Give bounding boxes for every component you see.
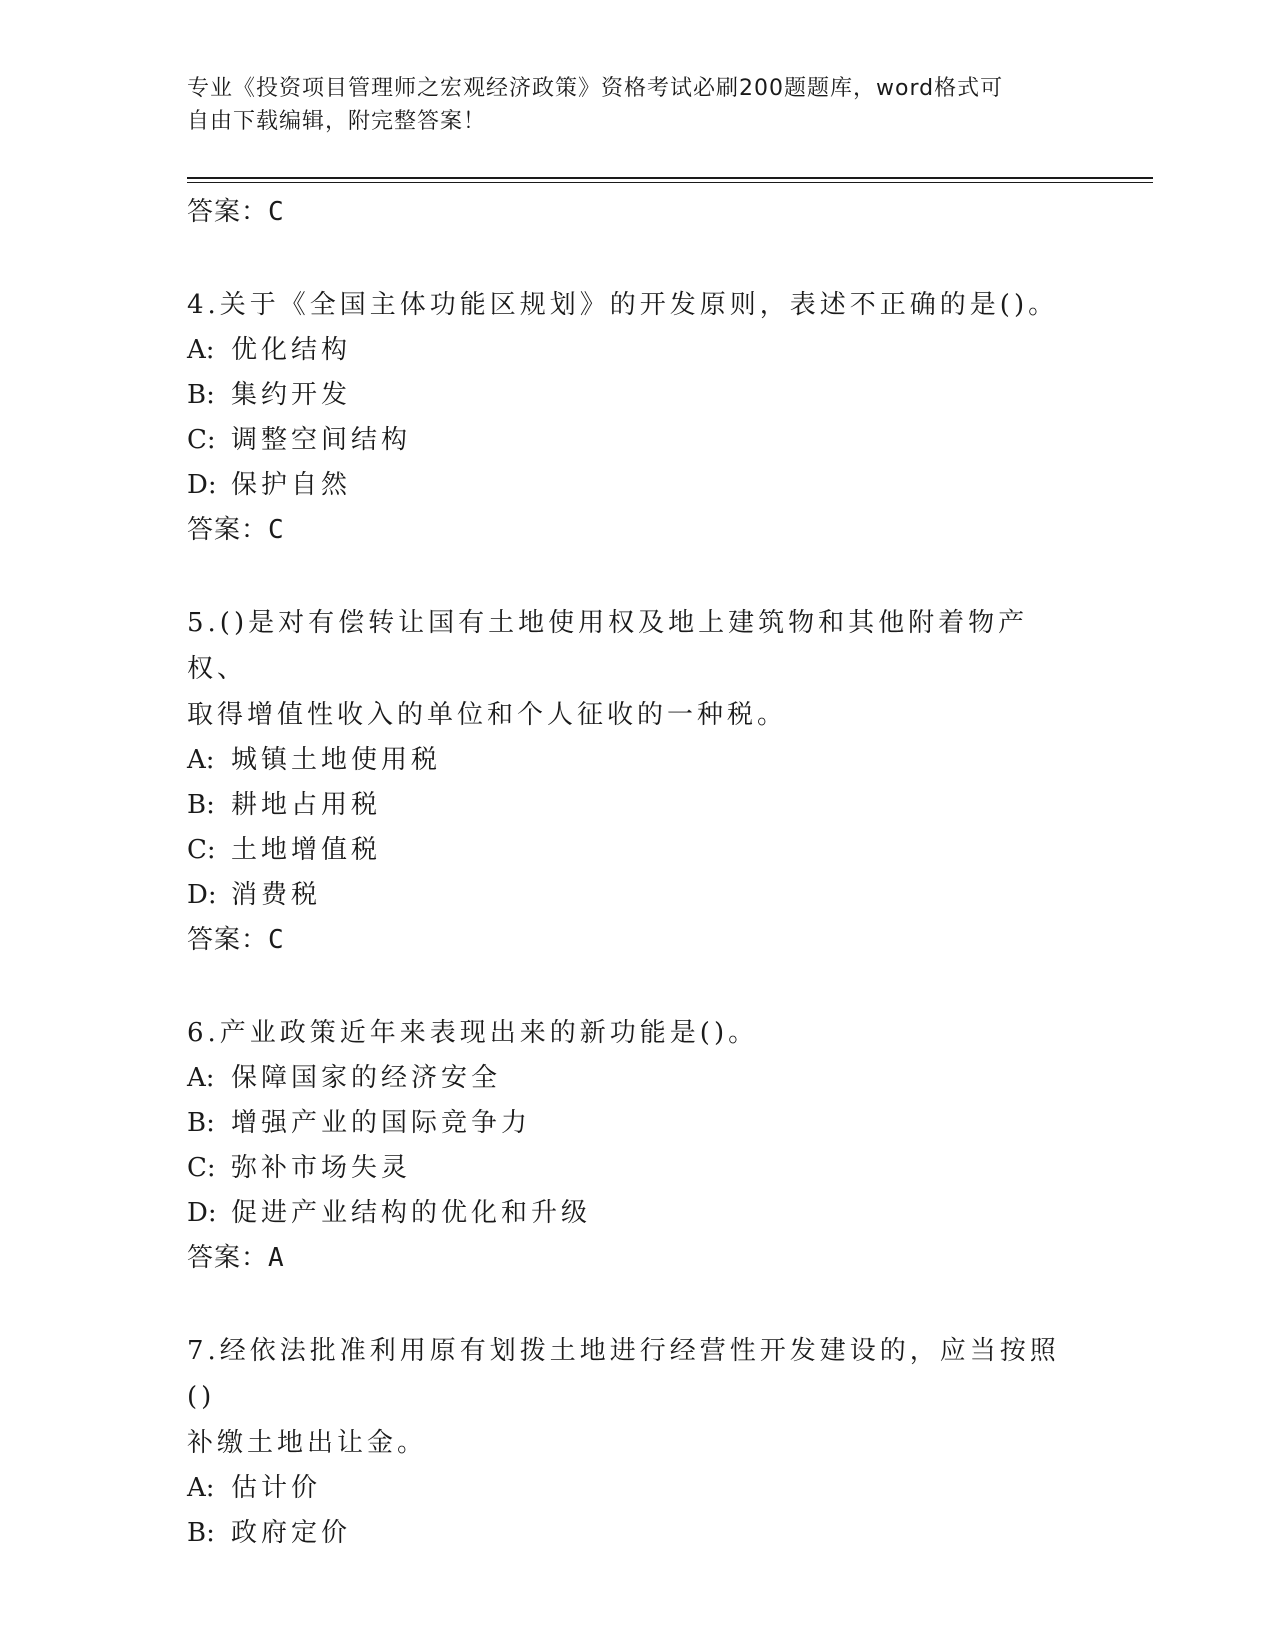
question-block (187, 600, 1087, 962)
option-text: 弥补市场失灵 (231, 1153, 412, 1183)
option-text: 增强产业的国际竞争力 (231, 1108, 532, 1138)
stem-line: 6.产业政策近年来表现出来的新功能是()。 (187, 1018, 759, 1048)
option-text: 城镇土地使用税 (231, 745, 442, 775)
option-text: 促进产业结构的优化和升级 (231, 1198, 592, 1228)
answer-label: 答案： (187, 1243, 269, 1273)
option-text: 土地增值税 (231, 835, 382, 865)
option-letter: B: (187, 1518, 215, 1548)
option-letter: C: (187, 1153, 216, 1183)
document-header (187, 72, 1067, 138)
stem-line: 5.()是对有偿转让国有土地使用权及地上建筑物和其他附着物产权、 (187, 608, 1029, 684)
option-letter: A: (187, 1063, 215, 1093)
header-line-1: 专业《投资项目管理师之宏观经济政策》资格考试必刷200题题库，word格式可 (187, 76, 1004, 101)
option-text: 保障国家的经济安全 (231, 1063, 502, 1093)
option-text: 调整空间结构 (231, 425, 412, 455)
answer-line (187, 508, 1087, 552)
option-letter: A: (187, 745, 215, 775)
option-c (187, 418, 1087, 463)
question-block (187, 282, 1087, 552)
option-b (187, 373, 1087, 418)
stem-line: 4.关于《全国主体功能区规划》的开发原则，表述不正确的是()。 (187, 290, 1059, 320)
option-c (187, 828, 1087, 873)
option-a (187, 738, 1087, 783)
option-letter: D: (187, 470, 217, 500)
stem-line: 取得增值性收入的单位和个人征收的一种税。 (187, 700, 788, 730)
question-block (187, 1328, 1087, 1556)
question-stem (187, 1010, 1087, 1056)
question-block (187, 1010, 1087, 1280)
option-letter: D: (187, 880, 217, 910)
option-a (187, 328, 1087, 373)
answer-value: C (268, 925, 285, 955)
option-c (187, 1146, 1087, 1191)
answer-value: C (268, 515, 285, 545)
option-a (187, 1466, 1087, 1511)
option-b (187, 783, 1087, 828)
option-letter: D: (187, 1198, 217, 1228)
header-line-2: 自由下载编辑，附完整答案！ (187, 109, 487, 134)
option-a (187, 1056, 1087, 1101)
option-letter: C: (187, 425, 216, 455)
question-stem (187, 600, 1087, 738)
option-letter: B: (187, 790, 215, 820)
stem-line: 7.经依法批准利用原有划拨土地进行经营性开发建设的，应当按照() (187, 1336, 1060, 1412)
question-stem (187, 1328, 1087, 1466)
option-letter: A: (187, 1473, 215, 1503)
option-text: 估计价 (231, 1473, 322, 1503)
option-d (187, 463, 1087, 508)
question-stem (187, 282, 1087, 328)
answer-value: C (268, 197, 285, 227)
header-divider-thick (187, 177, 1153, 179)
answer-label: 答案： (187, 515, 269, 545)
option-letter: B: (187, 380, 215, 410)
option-b (187, 1101, 1087, 1146)
option-d (187, 873, 1087, 918)
option-letter: B: (187, 1108, 215, 1138)
header-divider-thin (187, 182, 1153, 183)
option-text: 集约开发 (231, 380, 352, 410)
answer-line (187, 190, 1087, 234)
option-letter: C: (187, 835, 216, 865)
answer-value: A (268, 1243, 285, 1273)
question-list (187, 190, 1087, 1556)
answer-label: 答案： (187, 197, 269, 227)
option-text: 耕地占用税 (231, 790, 382, 820)
option-text: 政府定价 (231, 1518, 352, 1548)
answer-line (187, 1236, 1087, 1280)
option-b (187, 1511, 1087, 1556)
option-text: 优化结构 (231, 335, 352, 365)
answer-label: 答案： (187, 925, 269, 955)
option-d (187, 1191, 1087, 1236)
stem-line: 补缴土地出让金。 (187, 1428, 428, 1458)
option-letter: A: (187, 335, 215, 365)
option-text: 消费税 (231, 880, 322, 910)
option-text: 保护自然 (231, 470, 352, 500)
answer-line (187, 918, 1087, 962)
